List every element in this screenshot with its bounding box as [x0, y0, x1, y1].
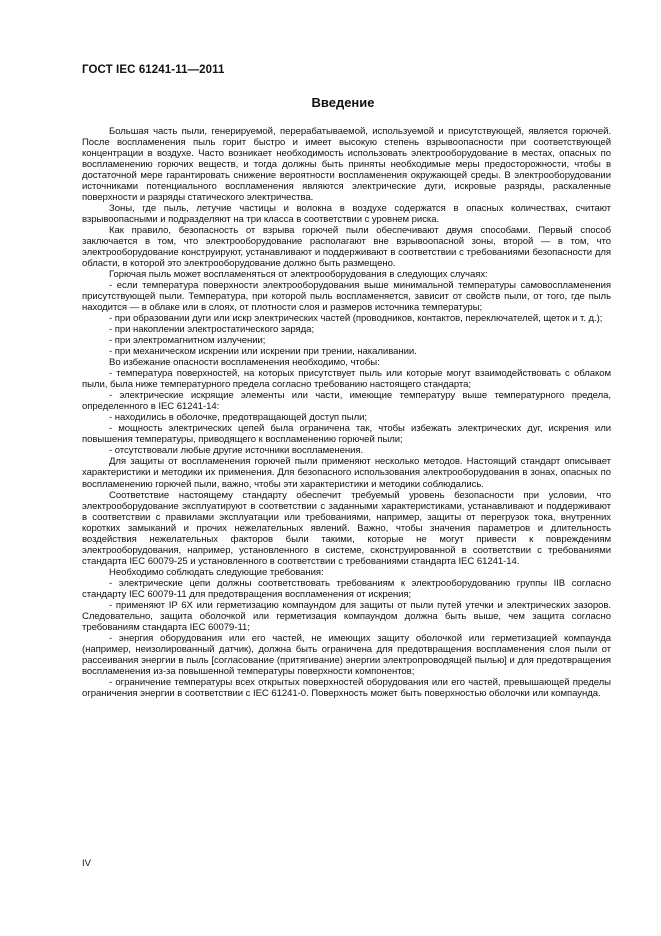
paragraph: Во избежание опасности воспламенения необходимо, чтобы: — [109, 357, 380, 369]
list-item: - при накоплении электростатического заряда; — [109, 324, 315, 336]
list-item: - если температура поверхности электрооборудования выше минимальной температуры самовоспламенения присутствующей пыли. Температура, при которой пыль воспламеняется, зависит от свойств пыли, от того, где пыль находится — в облаке или в слоях, от плотности слоя и размеров источника температуры; — [82, 280, 611, 314]
paragraph: Соответствие настоящему стандарту обеспечит требуемый уровень безопасности при условии, что электрооборудование эксплуатируют в соответствии с заданными характеристиками, устанавливают и поддерживают в соответствии с правилами эксплуатации или требованиями, например, защиты от перегрузок тока, внутренних коротких замыканий и прочих нежелательных явлений. Важно, чтобы значения параметров и длительность воздействия нежелательных факторов были такими, которые не могут привести к повреждениям электрооборудования, например, установленного в системе, сконструированной в соответствии с требованиями стандарта IEC 60079-25 и установленного в соответствии с требованиями стандарта IEC 61241-14. — [82, 489, 611, 567]
list-item: - мощность электрических цепей была ограничена так, чтобы избежать электрических дуг, искрения или повышения температуры, приводящего к воспламенению горючей пыли; — [82, 423, 611, 446]
list-item: - ограничение температуры всех открытых поверхностей оборудования или его частей, превышающей пределы ограничения энергии в соответствии с IEC 61241-0. Поверхность может быть поверхностью оболочки или компаунда. — [82, 676, 611, 699]
list-item: - электрические искрящие элементы или части, имеющие температуру выше температурного предела, определенного в IEC 61241-14: — [82, 390, 611, 413]
paragraph: Для защиты от воспламенения горючей пыли применяют несколько методов. Настоящий стандарт описывает характеристики и методики их применения. Для безопасного использования электрооборудования в зонах, опасных по воспламенению горючей пыли, важно, чтобы эти характеристики и методики соблюдались. — [82, 456, 611, 490]
list-item: - энергия оборудования или его частей, не имеющих защиту оболочкой или герметизацией компаунда (например, неизолированный датчик), должна быть ограничена для предотвращения воспламенения слоя пыли от рассеивания энергии в пыль [согласование (притягивание) энергии электропроводящей пылью] и для предотвращения воспламенения из-за повышенной температуры поверхности компонентов; — [82, 632, 611, 677]
paragraph: Большая часть пыли, генерируемой, перерабатываемой, используемой и присутствующей, является горючей. После воспламенения пыль горит быстро и имеет высокую степень взрывоопасности при соответствующей концентрации в воздухе. Часто возникает необходимость использовать электрооборудование в местах, опасных по воспламенению горючих веществ, и тогда должны быть приняты необходимые меры предосторожности, чтобы в достаточной мере гарантировать снижение вероятности воспламенения окружающей среды. В электрооборудовании источниками потенциального воспламенения являются электрические дуги, искровые разряды, раскаленные поверхности и разряды статического электричества. — [82, 126, 611, 204]
list-item: - находились в оболочке, предотвращающей доступ пыли; — [109, 412, 367, 424]
list-item: - при электромагнитном излучении; — [109, 335, 266, 347]
list-item: - при механическом искрении или искрении при трении, накаливании. — [109, 346, 417, 358]
list-item: - применяют IP 6X или герметизацию компаундом для защиты от пыли путей утечки и электрических зазоров. Следовательно, защита оболочкой или герметизация компаундом должна быть выше, чем защита согласно требованиям стандарта IEC 60079-11; — [82, 599, 611, 633]
paragraph: Как правило, безопасность от взрыва горючей пыли обеспечивают двумя способами. Первый способ заключается в том, что электрооборудование располагают вне взрывоопасной зоны, второй — в том, что электрооборудование конструируют, устанавливают и поддерживают в соответствии с требованиями безопасности для области, в которой это электрооборудование должно быть размещено. — [82, 225, 611, 270]
paragraph: Необходимо соблюдать следующие требования: — [109, 566, 324, 578]
body-text — [82, 126, 611, 699]
list-item: - отсутствовали любые другие источники воспламенения. — [109, 445, 364, 457]
section-title: Введение — [311, 95, 375, 110]
standard-code: ГОСТ IEC 61241-11—2011 — [82, 64, 225, 76]
paragraph: Горючая пыль может воспламеняться от электрооборудования в следующих случаях: — [109, 269, 488, 281]
paragraph: Зоны, где пыль, летучие частицы и волокна в воздухе содержатся в опасных количествах, считают взрывоопасными и подразделяют на три класса в соответствии с уровнем риска. — [82, 203, 611, 226]
list-item: - температура поверхностей, на которых присутствует пыль или которые могут взаимодействовать с облаком пыли, была ниже температурного предела согласно требованию настоящего стандарта; — [82, 368, 611, 391]
page-number: IV — [82, 858, 91, 869]
list-item: - электрические цепи должны соответствовать требованиям к электрооборудованию группы IIB согласно стандарту IEC 60079-11 для предотвращения воспламенения от искрения; — [82, 577, 611, 600]
list-item: - при образовании дуги или искр электрических частей (проводников, контактов, переключателей, щеток и т. д.); — [109, 313, 603, 325]
